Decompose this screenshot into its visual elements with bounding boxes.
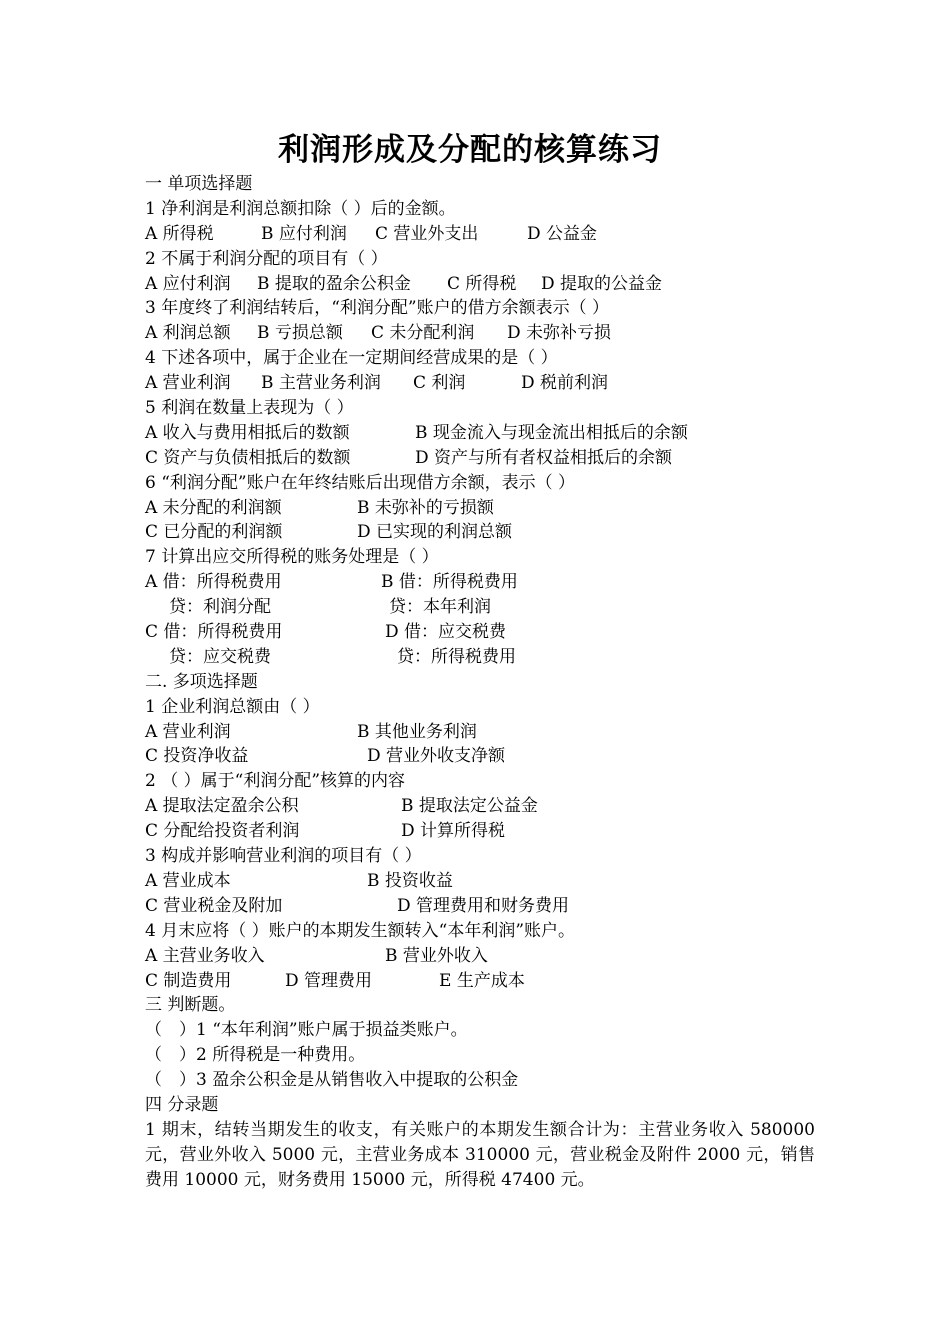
option-c: C 所得税 xyxy=(447,273,517,294)
option-a: A 营业成本 xyxy=(145,870,231,891)
judgement-item: （ ）3 盈余公积金是从销售收入中提取的公积金 xyxy=(145,1070,519,1091)
option-row xyxy=(145,446,815,471)
option-row xyxy=(145,222,815,247)
option-a: A 收入与费用相抵后的数额 xyxy=(145,422,350,443)
option-b: B 提取法定公益金 xyxy=(401,796,538,817)
option-c: C 已分配的利润额 xyxy=(145,522,283,543)
option-d: D 未弥补亏损 xyxy=(507,323,612,344)
option-b: B 提取的盈余公积金 xyxy=(257,273,411,294)
option-a-credit: 贷：利润分配 xyxy=(169,597,271,618)
option-a: A 提取法定盈余公积 xyxy=(145,796,299,817)
judgement-item: （ ）1 “本年利润”账户属于损益类账户。 xyxy=(145,1020,468,1041)
option-b: B 主营业务利润 xyxy=(261,373,381,394)
question-stem: 1 净利润是利润总额扣除（ ）后的金额。 xyxy=(145,198,456,219)
option-c: C 未分配利润 xyxy=(371,323,475,344)
option-row xyxy=(145,570,815,595)
option-row xyxy=(145,421,815,446)
option-row xyxy=(145,496,815,521)
option-e: E 生产成本 xyxy=(439,970,525,991)
option-row xyxy=(145,744,815,769)
question-stem: 4 下述各项中，属于企业在一定期间经营成果的是（ ） xyxy=(145,348,558,369)
question-stem: 3 构成并影响营业利润的项目有（ ） xyxy=(145,846,422,867)
option-a: A 所得税 xyxy=(145,223,214,244)
option-row xyxy=(145,595,815,620)
option-b: B 应付利润 xyxy=(261,223,347,244)
option-c-credit: 贷：应交税费 xyxy=(169,646,271,667)
option-a: A 营业利润 xyxy=(145,373,231,394)
option-d-credit: 贷：所得税费用 xyxy=(397,646,516,667)
judgement-item: （ ）2 所得税是一种费用。 xyxy=(145,1045,366,1066)
option-b: B 其他业务利润 xyxy=(357,721,477,742)
option-a: A 应付利润 xyxy=(145,273,231,294)
option-c: C 投资净收益 xyxy=(145,746,249,767)
option-row xyxy=(145,969,815,994)
option-a: A 利润总额 xyxy=(145,323,231,344)
journal-entry-problem: 1 期末，结转当期发生的收支，有关账户的本期发生额合计为：主营业务收入 580000 元，营业外收入 5000 元，主营业务成本 310000 元，营业税金及附件 2000 元，销售费用 10000 元，财务费用 15000 元，所得税 47400 元。 xyxy=(145,1119,815,1190)
section-heading-multiple-choice: 二. 多项选择题 xyxy=(145,671,258,692)
option-b: B 现金流入与现金流出相抵后的余额 xyxy=(415,422,688,443)
option-a: A 主营业务收入 xyxy=(145,945,265,966)
option-b: B 营业外收入 xyxy=(385,945,488,966)
option-row xyxy=(145,869,815,894)
option-a: A 营业利润 xyxy=(145,721,231,742)
option-row xyxy=(145,794,815,819)
document-page xyxy=(145,128,815,1193)
option-row xyxy=(145,321,815,346)
option-row xyxy=(145,720,815,745)
option-d: D 公益金 xyxy=(527,223,598,244)
section-heading-single-choice: 一 单项选择题 xyxy=(145,174,253,194)
option-c: C 营业外支出 xyxy=(375,223,479,244)
option-c: C 制造费用 xyxy=(145,970,232,991)
question-stem: 3 年度终了利润结转后，“利润分配”账户的借方余额表示（ ） xyxy=(145,298,610,319)
option-row xyxy=(145,520,815,545)
option-d: D 已实现的利润总额 xyxy=(357,522,513,543)
option-c: C 分配给投资者利润 xyxy=(145,821,300,842)
option-d: D 资产与所有者权益相抵后的余额 xyxy=(415,447,673,468)
option-d: D 借：应交税费 xyxy=(385,622,507,643)
option-row xyxy=(145,272,815,297)
question-stem: 1 企业利润总额由（ ） xyxy=(145,696,320,717)
option-b: B 亏损总额 xyxy=(257,323,343,344)
question-stem: 7 计算出应交所得税的账务处理是（ ） xyxy=(145,547,439,568)
option-row xyxy=(145,819,815,844)
option-c: C 营业税金及附加 xyxy=(145,895,283,916)
option-a: A 借：所得税费用 xyxy=(145,572,282,593)
question-stem: 2 不属于利润分配的项目有（ ） xyxy=(145,248,388,269)
option-d: D 税前利润 xyxy=(521,373,609,394)
option-row xyxy=(145,371,815,396)
option-d: D 计算所得税 xyxy=(401,821,506,842)
option-d: D 营业外收支净额 xyxy=(367,746,506,767)
question-stem: 6 “利润分配”账户在年终结账后出现借方余额，表示（ ） xyxy=(145,472,576,493)
option-d: D 管理费用 xyxy=(285,970,373,991)
question-stem: 4 月末应将（ ）账户的本期发生额转入“本年利润”账户。 xyxy=(145,920,576,941)
question-stem: 5 利润在数量上表现为（ ） xyxy=(145,398,354,419)
option-row xyxy=(145,944,815,969)
option-row xyxy=(145,645,815,670)
option-b: B 未弥补的亏损额 xyxy=(357,497,494,518)
option-d: D 管理费用和财务费用 xyxy=(397,895,570,916)
option-c: C 利润 xyxy=(413,373,466,394)
question-stem: 2 （ ）属于“利润分配”核算的内容 xyxy=(145,771,406,792)
option-b: B 借：所得税费用 xyxy=(381,572,518,593)
option-c: C 借：所得税费用 xyxy=(145,622,283,643)
section-heading-true-false: 三 判断题。 xyxy=(145,995,236,1016)
option-b-credit: 贷：本年利润 xyxy=(389,597,491,618)
option-d: D 提取的公益金 xyxy=(541,273,663,294)
document-title: 利润形成及分配的核算练习 xyxy=(278,132,662,168)
section-heading-journal-entries: 四 分录题 xyxy=(145,1094,219,1115)
option-row xyxy=(145,894,815,919)
option-b: B 投资收益 xyxy=(367,870,453,891)
option-row xyxy=(145,620,815,645)
option-a: A 未分配的利润额 xyxy=(145,497,282,518)
option-c: C 资产与负债相抵后的数额 xyxy=(145,447,351,468)
